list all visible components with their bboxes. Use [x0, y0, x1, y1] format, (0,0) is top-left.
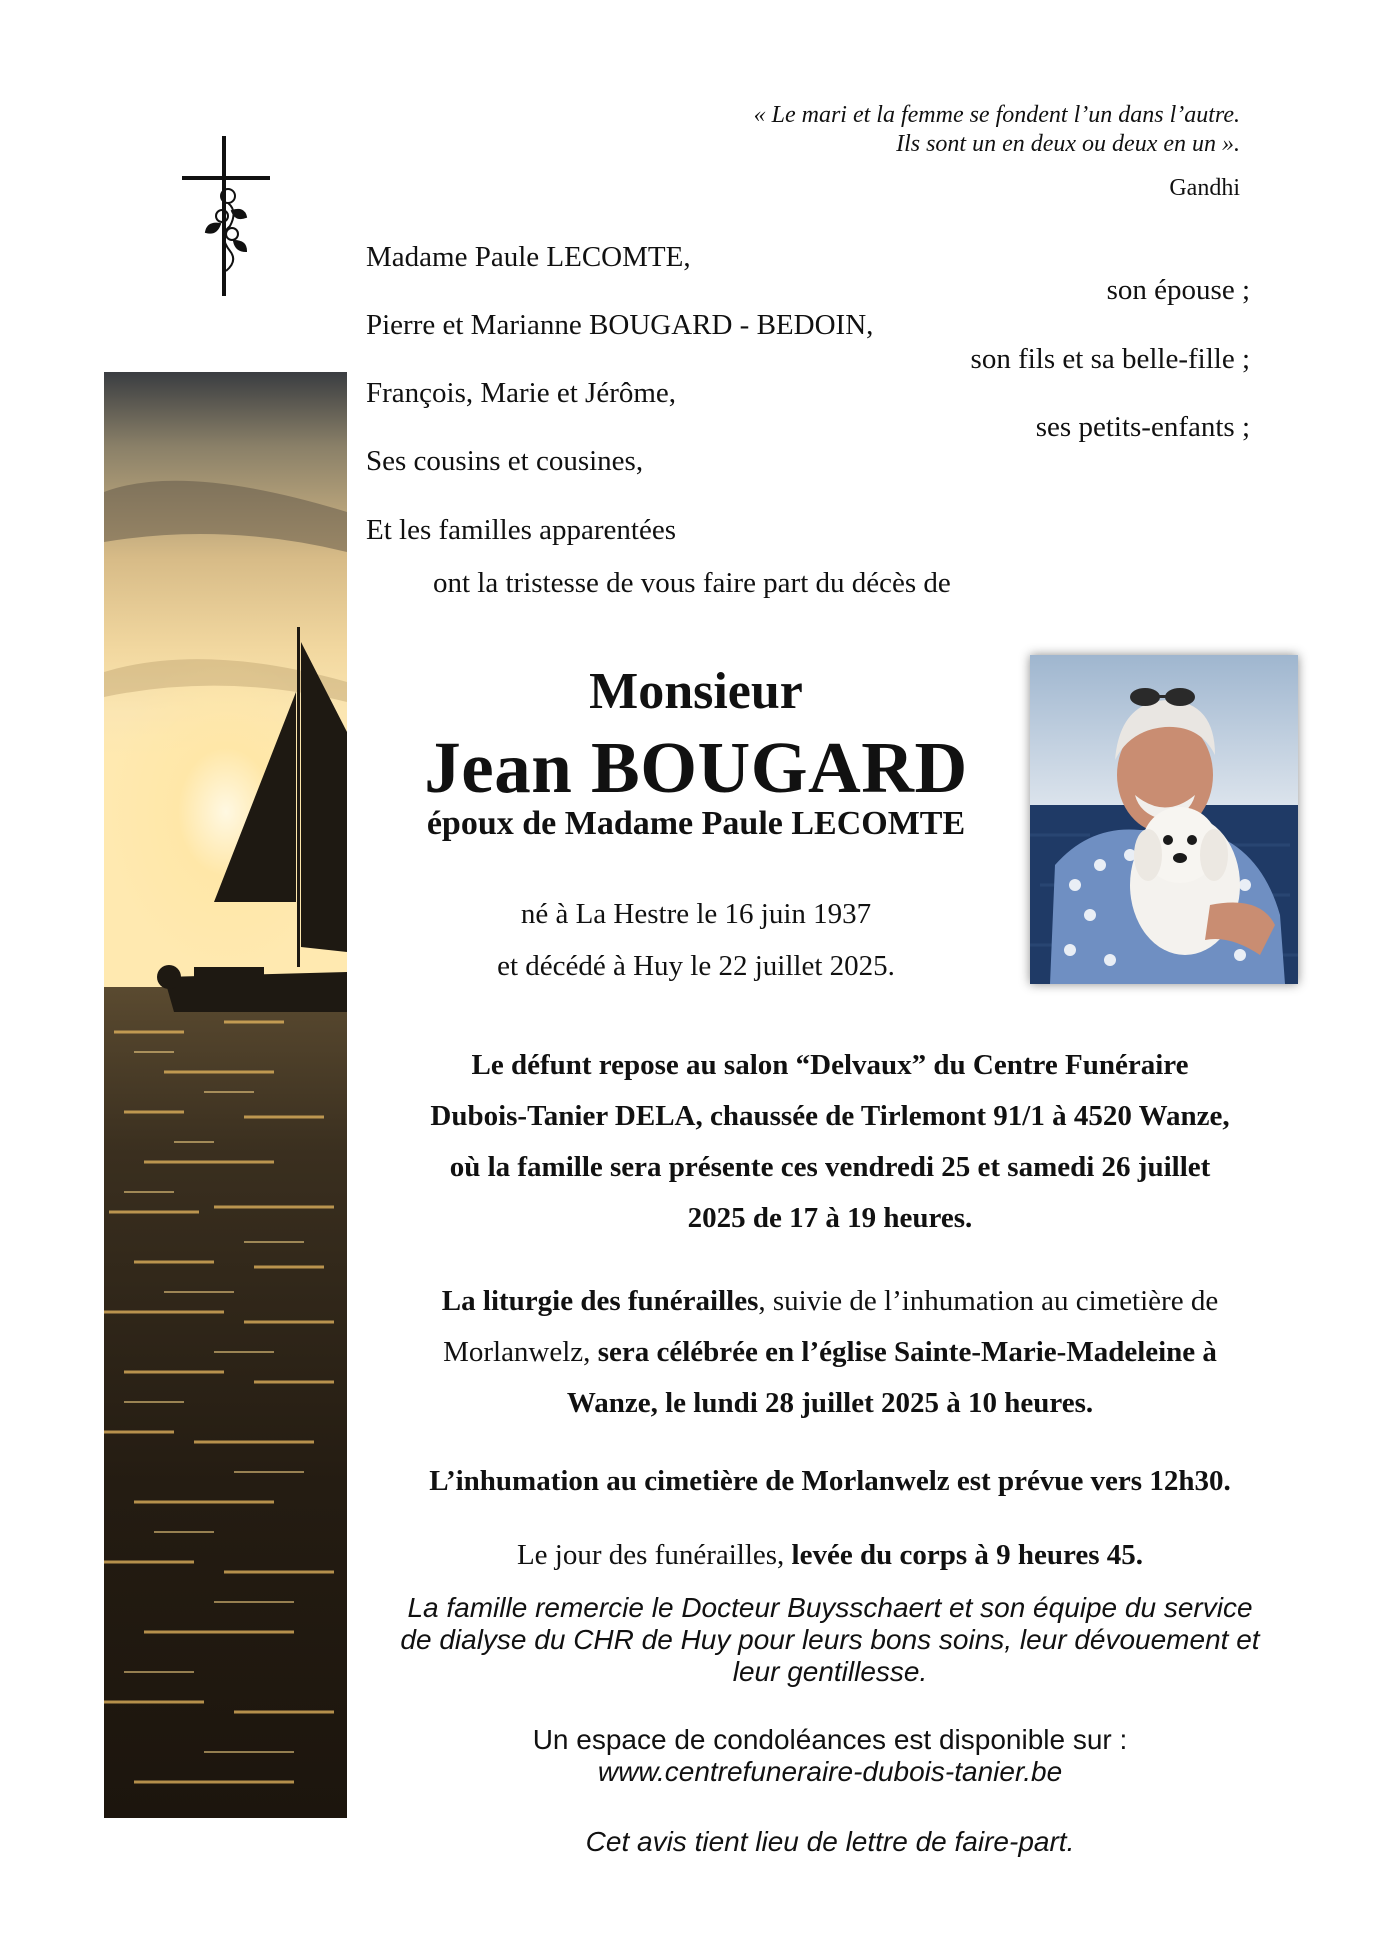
quote-author: Gandhi [1169, 175, 1240, 201]
thanks-line-2: de dialyse du CHR de Huy pour leurs bons soins, leur dévouement et [400, 1624, 1260, 1655]
quote-line-1: « Le mari et la femme se fondent l’un dans l’autre. [753, 102, 1240, 128]
closing-note: Cet avis tient lieu de lettre de faire-part. [585, 1826, 1075, 1857]
lifting-info [370, 1530, 1290, 1581]
liturgy-line-3: Wanze, le lundi 28 juillet 2025 à 10 heures. [566, 1387, 1094, 1419]
visitation-line-3: où la famille sera présente ces vendredi 25 et samedi 26 juillet [449, 1151, 1211, 1183]
condolences-label: Un espace de condoléances est disponible sur : [532, 1724, 1128, 1755]
quote-line-2: Ils sont un en deux ou deux en un ». [896, 131, 1240, 157]
family-spouse-name: Madame Paule LECOMTE, [366, 241, 691, 273]
liturgy-title: La liturgie des funérailles [441, 1285, 759, 1317]
portrait-illustration [1030, 655, 1298, 984]
family-son-role: son fils et sa belle-fille ; [970, 343, 1250, 375]
lifting-plain: Le jour des funérailles, [516, 1539, 792, 1571]
visitation-line-4: 2025 de 17 à 19 heures. [687, 1202, 973, 1234]
birth-info: né à La Hestre le 16 juin 1937 [520, 898, 872, 930]
family-grandchildren-name: François, Marie et Jérôme, [366, 377, 677, 409]
condolences-url[interactable]: www.centrefuneraire-dubois-tanier.be [597, 1756, 1063, 1787]
deceased-spouse-of: époux de Madame Paule LECOMTE [426, 805, 966, 842]
sunset-illustration [104, 372, 347, 1818]
burial-info: L’inhumation au cimetière de Morlanwelz est prévue vers 12h30. [429, 1465, 1231, 1497]
thanks-line-1: La famille remercie le Docteur Buysschaert et son équipe du service [407, 1592, 1253, 1623]
deceased-honorific: Monsieur [589, 663, 803, 720]
family-relatives: Et les familles apparentées [366, 514, 677, 546]
cross-with-rose-icon [182, 136, 270, 296]
family-spouse-role: son épouse ; [1106, 274, 1250, 306]
visitation-line-2: Dubois-Tanier DELA, chaussée de Tirlemont 91/1 à 4520 Wanze, [430, 1100, 1230, 1132]
thanks-line-3: leur gentillesse. [732, 1656, 928, 1687]
sailboat-sunset-image [104, 372, 347, 1818]
announcement-text: ont la tristesse de vous faire part du décès de [433, 567, 951, 599]
family-cousins: Ses cousins et cousines, [366, 445, 644, 477]
death-info: et décédé à Huy le 22 juillet 2025. [497, 950, 895, 982]
liturgy-line-1-rest: , suivie de l’inhumation au cimetière de [758, 1285, 1219, 1317]
deceased-name: Jean BOUGARD [424, 727, 968, 808]
visitation-line-1: Le défunt repose au salon “Delvaux” du Centre Funéraire [471, 1049, 1189, 1081]
liturgy-line-2-bold: sera célébrée en l’église Sainte-Marie-Madeleine à [597, 1336, 1217, 1368]
family-grandchildren-role: ses petits-enfants ; [1035, 411, 1250, 443]
liturgy-line-2 [370, 1327, 1290, 1378]
liturgy-line-1 [370, 1276, 1290, 1327]
family-son-name: Pierre et Marianne BOUGARD - BEDOIN, [366, 309, 874, 341]
lifting-bold: levée du corps à 9 heures 45. [791, 1539, 1144, 1571]
liturgy-line-2-plain: Morlanwelz, [443, 1336, 598, 1368]
portrait-photo [1030, 655, 1298, 984]
